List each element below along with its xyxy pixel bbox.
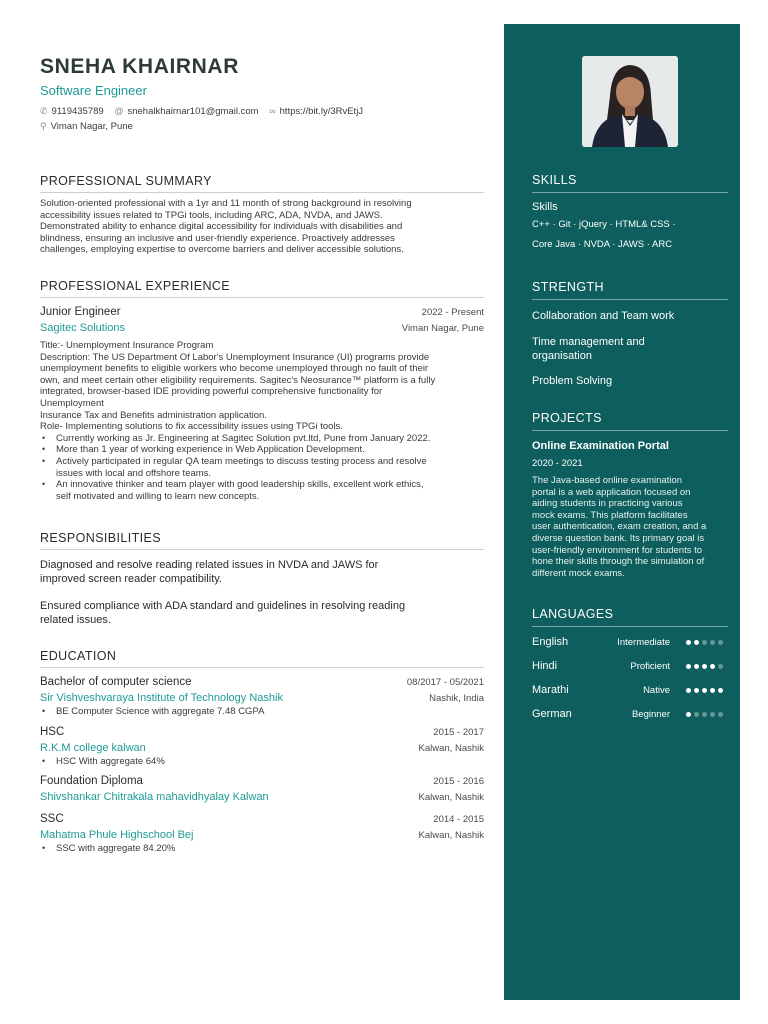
main-column (40, 55, 484, 855)
bullet-text: Actively participated in regular QA team meetings to discuss testing process and resolve (56, 455, 427, 467)
rating-dot-filled (686, 640, 691, 645)
strength-item: Problem Solving (532, 375, 613, 387)
languages-title: LANGUAGES (532, 607, 728, 627)
rating-dot-empty (718, 664, 723, 669)
rating-dot-filled (718, 688, 723, 693)
link-icon: ∞ (269, 106, 276, 116)
bullet-text: More than 1 year of working experience in Web Application Development. (56, 444, 365, 456)
edu-bullet (40, 706, 484, 718)
language-name: English (532, 636, 569, 648)
edu-dates: 2015 - 2016 (433, 776, 484, 788)
edu-school: Sir Vishveshvaraya Institute of Technology Nashik (40, 692, 283, 704)
job-desc-line: own, and meet certain other eligibility requirements. Sagitec's Neosurance™ platform is a fully (40, 374, 436, 386)
location-item (40, 119, 133, 134)
job-title: Junior Engineer (40, 306, 121, 318)
phone-item (40, 104, 104, 119)
strength-item (532, 335, 728, 363)
responsibility-item (40, 558, 484, 586)
job-desc-line: Insurance Tax and Benefits administration application. (40, 409, 267, 421)
education-title: EDUCATION (40, 649, 484, 668)
education-section (40, 649, 484, 855)
project-dates: 2020 - 2021 (532, 458, 583, 469)
projects-section (532, 411, 728, 579)
rating-dot-filled (686, 712, 691, 717)
language-level: Intermediate (617, 636, 670, 648)
contact-info (40, 104, 484, 134)
summary-line: accessibility issues related to TPGi tools, including ARC, ADA, NVDA, and JAWS. (40, 209, 383, 221)
responsibility-item (40, 599, 484, 627)
edu-school: Shivshankar Chitrakala mahavidhyalay Kalwan (40, 791, 269, 804)
job-dates: 2022 - Present (421, 307, 484, 318)
rating-dot-filled (686, 664, 691, 669)
language-rating (686, 712, 723, 717)
job-company-row (40, 322, 484, 334)
language-row (532, 678, 728, 702)
job-bullet (40, 479, 484, 502)
responsibility-line: related issues. (40, 614, 111, 626)
education-entry (40, 813, 484, 855)
skills-subtitle: Skills (532, 201, 558, 213)
languages-list (532, 630, 728, 726)
language-rating (686, 688, 723, 693)
profile-photo (582, 56, 678, 147)
project-description (532, 475, 728, 579)
summary-line: challenges, employing expertise to overcome barriers and deliver accessible solutions. (40, 244, 404, 256)
responsibility-line: Ensured compliance with ADA standard and guidelines in resolving reading (40, 600, 406, 612)
skills-line: Core Java · NVDA · JAWS · ARC (532, 239, 673, 250)
language-level: Beginner (631, 708, 670, 720)
responsibilities-section (40, 531, 484, 627)
strength-title: STRENGTH (532, 280, 728, 300)
project-line: mock exams. This platform facilitates (532, 509, 688, 521)
edu-location: Kalwan, Nashik (418, 830, 484, 842)
job-bullet (40, 444, 484, 456)
project-line: user authentication, exam creation, and a (532, 521, 707, 533)
job-desc-line: Title:- Unemployment Insurance Program (40, 340, 214, 351)
job-bullet (40, 456, 484, 479)
languages-section (532, 607, 728, 726)
rating-dot-filled (686, 688, 691, 693)
strength-line: Time management and (532, 336, 645, 348)
project-name: Online Examination Portal (532, 440, 669, 452)
rating-dot-empty (702, 640, 707, 645)
bullet-text: SSC with aggregate 84.20% (56, 843, 176, 855)
rating-dot-filled (694, 688, 699, 693)
bullet-text: An innovative thinker and team player with good leadership skills, excellent work ethics, (56, 479, 424, 491)
job-desc-line: unemployment benefits to eligible workers who become unemployed through no fault of their (40, 363, 429, 375)
rating-dot-empty (702, 712, 707, 717)
bullet-text: self motivated and willing to learn new concepts. (56, 490, 260, 502)
summary-section (40, 174, 484, 256)
language-level: Proficient (630, 660, 670, 672)
candidate-role: Software Engineer (40, 83, 147, 98)
summary-line: Demonstrated ability to enhance digital accessibility for individuals with disabilities and (40, 221, 403, 233)
edu-dates: 2014 - 2015 (433, 814, 484, 826)
summary-text (40, 198, 484, 256)
project-line: hone their skills through the simulation of (532, 556, 705, 568)
edu-school: Mahatma Phule Highschool Bej (40, 829, 194, 842)
edu-dates: 08/2017 - 05/2021 (406, 677, 484, 688)
language-row (532, 654, 728, 678)
location-text: Viman Nagar, Pune (50, 121, 133, 132)
education-entry (40, 775, 484, 803)
language-rating (686, 664, 723, 669)
experience-section (40, 279, 484, 502)
job-description (40, 340, 484, 433)
email-item[interactable] (114, 104, 258, 119)
at-icon: @ (114, 106, 124, 116)
job-desc-line: Role- Implementing solutions to fix accessibility issues using TPGi tools. (40, 421, 343, 433)
profile-photo-image (582, 56, 678, 147)
edu-location: Nashik, India (429, 693, 484, 704)
rating-dot-empty (710, 712, 715, 717)
job-desc-line: Unemployment (40, 397, 104, 409)
project-line: The Java-based online examination (532, 475, 682, 486)
education-entry (40, 676, 484, 718)
bullet-text: BE Computer Science with aggregate 7.48 CGPA (56, 706, 265, 717)
language-name: German (532, 708, 572, 720)
link-text[interactable]: https://bit.ly/3RvEtjJ (279, 106, 364, 117)
edu-dates: 2015 - 2017 (433, 726, 484, 738)
responsibility-line: Diagnosed and resolve reading related issues in NVDA and JAWS for (40, 559, 379, 571)
rating-dot-filled (710, 688, 715, 693)
responsibilities-title: RESPONSIBILITIES (40, 531, 484, 550)
projects-title: PROJECTS (532, 411, 728, 431)
skills-section (532, 173, 728, 250)
job-header (40, 306, 484, 318)
job-company: Sagitec Solutions (40, 322, 125, 334)
edu-degree: HSC (40, 725, 65, 738)
rating-dot-empty (694, 712, 699, 717)
rating-dot-filled (694, 640, 699, 645)
edu-location: Kalwan, Nashik (418, 792, 484, 804)
strength-item: Collaboration and Team work (532, 310, 675, 322)
summary-title: PROFESSIONAL SUMMARY (40, 174, 484, 193)
project-line: diverse question bank. Its primary goal is (532, 532, 705, 544)
bullet-text: issues with local and offshore teams. (56, 467, 212, 479)
language-rating (686, 640, 723, 645)
email-text[interactable]: snehalkhairnar101@gmail.com (127, 106, 259, 117)
strength-line: organisation (532, 350, 592, 362)
edu-degree: Bachelor of computer science (40, 676, 192, 688)
project-line: portal is a web application focused on (532, 486, 691, 498)
job-bullet (40, 433, 484, 445)
phone-text: 9119435789 (51, 106, 104, 117)
sidebar (504, 24, 740, 1000)
responsibility-line: improved screen reader compatibility. (40, 573, 222, 585)
language-row (532, 702, 728, 726)
language-name: Marathi (532, 684, 569, 696)
phone-icon: ✆ (40, 106, 48, 116)
rating-dot-empty (718, 640, 723, 645)
bullet-text: Currently working as Jr. Engineering at Sagitec Solution pvt.ltd, Pune from January 2022. (56, 432, 431, 444)
language-name: Hindi (532, 660, 558, 672)
job-location: Viman Nagar, Pune (401, 323, 484, 334)
summary-line: blindness, ensuring an inclusive and user-friendly experience. Proactively addresses (40, 232, 395, 244)
candidate-name: SNEHA KHAIRNAR (40, 55, 239, 78)
link-item[interactable] (269, 104, 363, 119)
edu-bullet (40, 843, 484, 855)
edu-degree: SSC (40, 813, 64, 826)
location-pin-icon: ⚲ (40, 121, 47, 131)
rating-dot-filled (702, 664, 707, 669)
skills-line: C++ · Git · jQuery · HTML& CSS · (532, 219, 676, 230)
project-line: aiding students in practicing various (532, 498, 683, 510)
edu-degree: Foundation Diploma (40, 775, 143, 788)
education-entry (40, 726, 484, 768)
rating-dot-filled (702, 688, 707, 693)
job-desc-line: integrated, browser-based IDE providing powerful comprehensive functionality for (40, 386, 383, 398)
bullet-text: HSC With aggregate 64% (56, 755, 165, 767)
edu-location: Kalwan, Nashik (418, 742, 484, 754)
rating-dot-filled (694, 664, 699, 669)
rating-dot-empty (718, 712, 723, 717)
summary-line: Solution-oriented professional with a 1yr and 11 month of strong background in resolving (40, 198, 412, 209)
skills-title: SKILLS (532, 173, 728, 193)
strength-section (532, 280, 728, 387)
project-line: user-friendly environment for students to (532, 544, 703, 556)
project-line: different mock exams. (532, 567, 625, 579)
job-desc-line: Description: The US Department Of Labor's Unemployment Insurance (UI) programs provide (40, 351, 430, 363)
experience-title: PROFESSIONAL EXPERIENCE (40, 279, 484, 298)
language-level: Native (643, 684, 670, 696)
job-bullets (40, 433, 484, 503)
language-row (532, 630, 728, 654)
edu-school: R.K.M college kalwan (40, 741, 146, 754)
rating-dot-empty (710, 640, 715, 645)
edu-bullet (40, 756, 484, 768)
rating-dot-filled (710, 664, 715, 669)
